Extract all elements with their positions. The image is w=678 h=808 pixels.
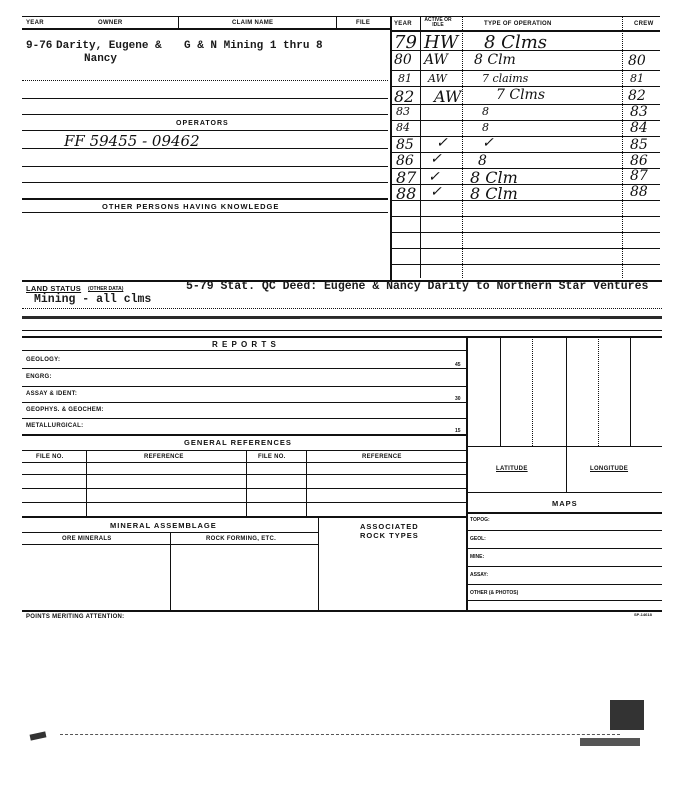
row-type: 8 Clm — [470, 184, 518, 203]
row-crew: 80 — [628, 53, 646, 69]
form-code: SP-14618 — [634, 612, 652, 617]
row-status: AW — [428, 72, 447, 85]
report-label: GEOLOGY: — [26, 357, 61, 363]
header-file: FILE — [356, 20, 371, 26]
mineral-title: MINERAL ASSEMBLAGE — [110, 521, 217, 530]
assoc-rock-line1: ASSOCIATED — [360, 522, 419, 531]
row-year: 80 — [394, 52, 412, 68]
header-claim-name: CLAIM NAME — [232, 20, 274, 26]
report-label: ASSAY & IDENT: — [26, 391, 78, 397]
entry-owner-line2: Nancy — [84, 53, 118, 65]
row-crew: 85 — [630, 137, 648, 153]
row-year: 86 — [396, 153, 414, 169]
row-status: ✓ — [430, 151, 442, 167]
row-year: 79 — [394, 32, 417, 53]
maps-title: MAPS — [552, 499, 578, 508]
header-owner: OWNER — [98, 20, 123, 26]
row-type: 8 Clm — [474, 52, 516, 68]
maps-row-label: GEOL: — [470, 536, 486, 542]
row-type: 8 — [482, 121, 489, 134]
assoc-rock-line2: ROCK TYPES — [360, 531, 419, 540]
gref-header-file2: FILE NO. — [258, 454, 286, 460]
longitude-label: LONGITUDE — [590, 466, 629, 472]
row-crew: 87 — [630, 168, 648, 184]
maps-row-label: ASSAY: — [470, 572, 489, 578]
row-status: HW — [424, 32, 459, 53]
row-crew: 84 — [630, 120, 648, 136]
row-status: ✓ — [436, 135, 448, 151]
reports-title: R E P O R T S — [212, 340, 277, 349]
row-crew: 81 — [630, 72, 644, 85]
operators-label: OPERATORS — [176, 120, 229, 127]
row-year: 82 — [394, 87, 415, 106]
activity-header-active-idle: ACTIVE OR IDLE — [424, 17, 452, 28]
row-year: 81 — [398, 72, 412, 85]
row-year: 85 — [396, 137, 414, 153]
activity-header-crew: CREW — [634, 21, 654, 27]
row-crew: 88 — [630, 184, 648, 200]
row-year: 87 — [396, 168, 417, 187]
report-label: GEOPHYS. & GEOCHEM: — [26, 407, 104, 413]
report-label: ENGRG: — [26, 374, 52, 380]
row-status: AW — [434, 87, 462, 106]
row-status: ✓ — [428, 169, 440, 185]
row-year: 84 — [396, 121, 410, 134]
report-number: 15 — [455, 428, 461, 434]
gref-header-ref1: REFERENCE — [144, 454, 184, 460]
report-number: 45 — [455, 362, 461, 368]
maps-row-label: OTHER (& PHOTOS) — [470, 590, 519, 596]
maps-row-label: MINE: — [470, 554, 485, 560]
row-year: 88 — [396, 184, 417, 203]
land-status-label: LAND STATUS — [26, 284, 82, 293]
entry-year: 9-76 — [26, 40, 53, 52]
land-status-line2: Mining - all clms — [34, 293, 152, 306]
gref-header-ref2: REFERENCE — [362, 454, 402, 460]
row-year: 83 — [396, 105, 410, 118]
header-year: YEAR — [26, 20, 44, 26]
row-status: AW — [424, 52, 448, 68]
row-type: ✓ — [482, 135, 494, 151]
row-crew: 86 — [630, 153, 648, 169]
activity-header-year: YEAR — [394, 21, 412, 27]
row-crew: 82 — [628, 88, 646, 104]
row-crew: 83 — [630, 104, 648, 120]
row-type: 8 — [478, 153, 487, 169]
entry-claim-name: G & N Mining 1 thru 8 — [184, 40, 323, 52]
other-persons-label: OTHER PERSONS HAVING KNOWLEDGE — [102, 202, 280, 211]
report-label: METALLURGICAL: — [26, 423, 84, 429]
entry-owner-line1: Darity, Eugene & — [56, 40, 162, 52]
gref-header-file1: FILE NO. — [36, 454, 64, 460]
row-status: ✓ — [430, 184, 442, 200]
latitude-label: LATITUDE — [496, 466, 528, 472]
rock-forming-label: ROCK FORMING, ETC. — [206, 536, 277, 542]
ore-minerals-label: ORE MINERALS — [62, 536, 112, 542]
maps-row-label: TOPOG: — [470, 517, 490, 523]
row-type: 8 Clm — [470, 168, 518, 187]
points-label: POINTS MERITING ATTENTION: — [26, 614, 125, 620]
general-refs-title: GENERAL REFERENCES — [184, 438, 292, 447]
operators-value: FF 59455 - 09462 — [64, 132, 200, 150]
row-type: 7 Clms — [496, 87, 546, 103]
row-type: 7 claims — [482, 72, 529, 85]
row-type: 8 Clms — [484, 32, 548, 53]
land-status-line1: 5-79 Stat. QC Deed: Eugene & Nancy Darity to Northern Star Ventures — [186, 280, 649, 293]
row-type: 8 — [482, 105, 489, 118]
report-number: 30 — [455, 396, 461, 402]
land-status-sub-label: (OTHER DATA) — [88, 286, 124, 292]
activity-header-type: TYPE OF OPERATION — [484, 21, 552, 27]
